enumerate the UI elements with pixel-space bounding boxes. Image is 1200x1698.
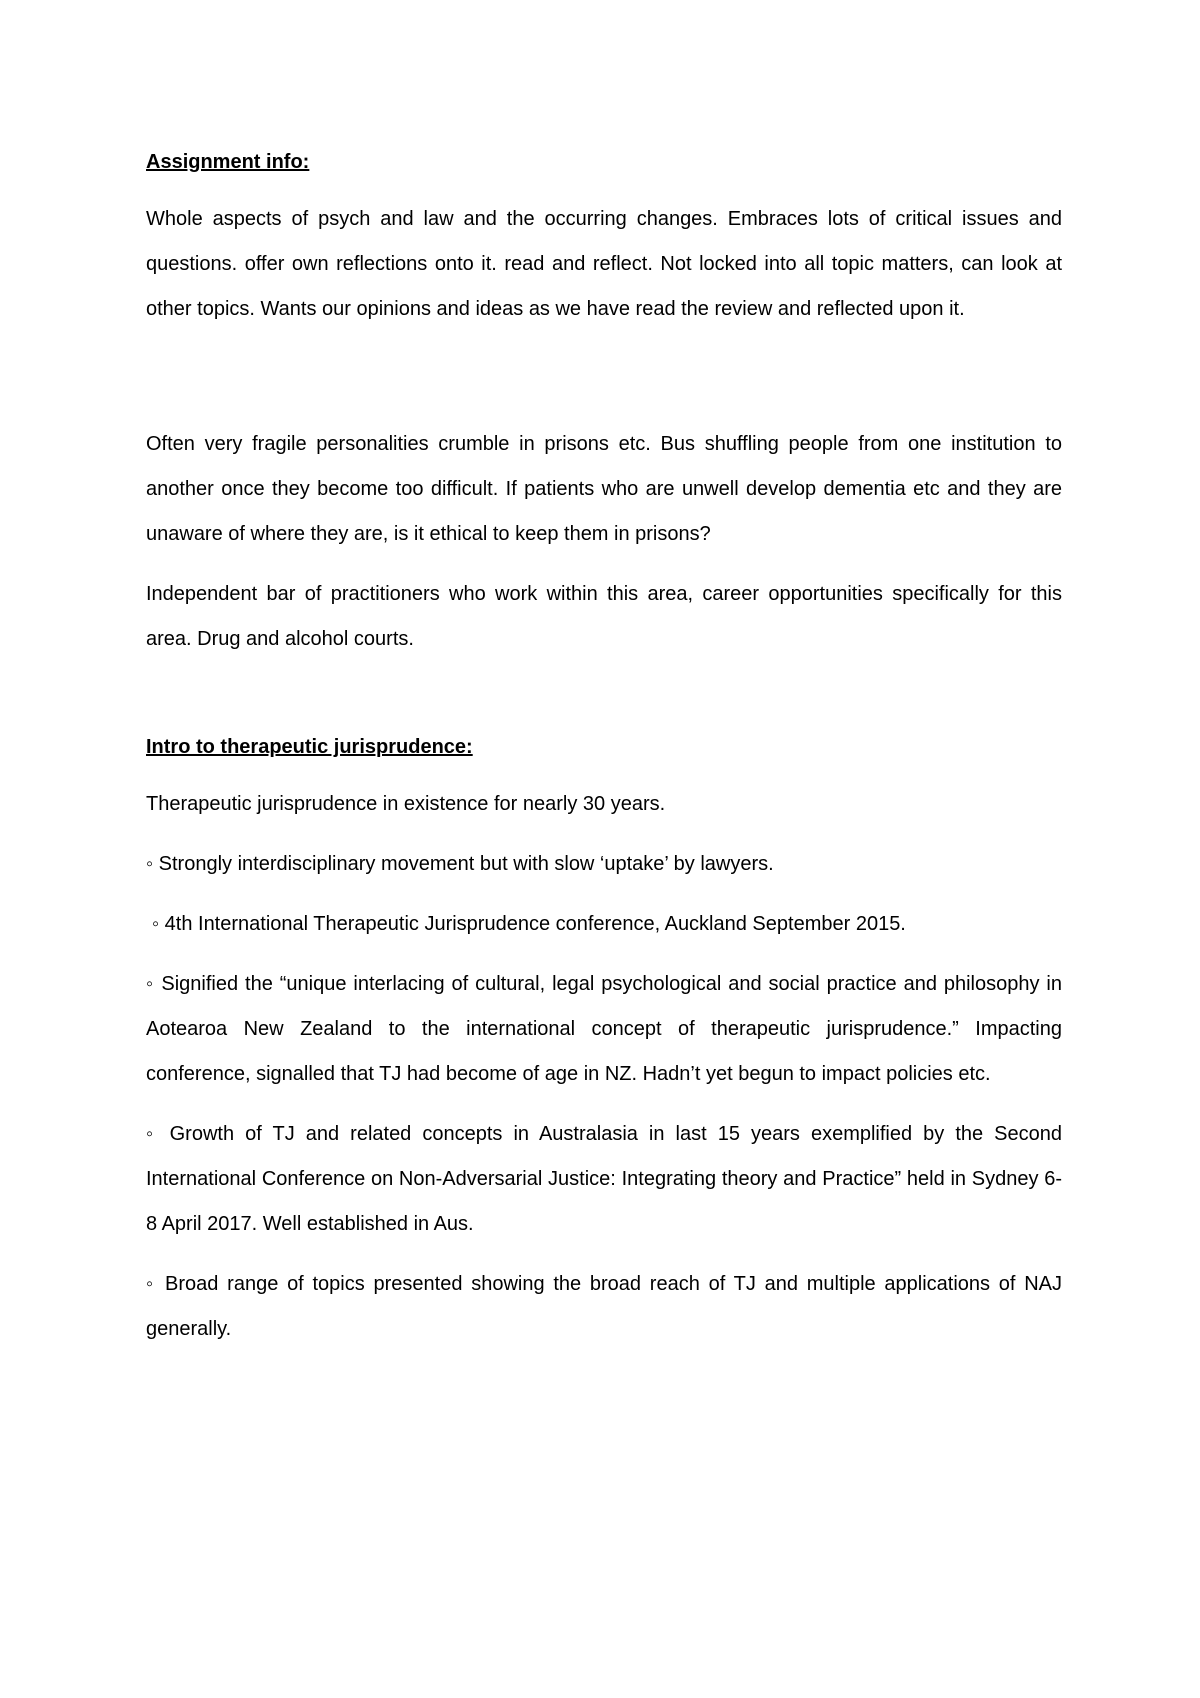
paragraph-tj-existence: Therapeutic jurisprudence in existence for nearly 30 years. [146,793,666,815]
bullet-broad-range: ◦ Broad range of topics presented showing the broad reach of TJ and multiple applications of NAJ generally. [146,1273,1062,1340]
paragraph-independent-bar: Independent bar of practitioners who work within this area, career opportunities specifically for this area. Drug and alcohol courts. [146,583,1062,650]
bullet-growth-australasia: ◦ Growth of TJ and related concepts in Australasia in last 15 years exemplified by the Second International Conference on Non-Adversarial Justice: Integrating theory and Practice” held in Sydney 6-8 April 2017. Well established in Aus. [146,1123,1062,1235]
blank-line [146,677,1062,725]
bullet-signified: ◦ Signified the “unique interlacing of cultural, legal psychological and social practice and philosophy in Aotearoa New Zealand to the international concept of therapeutic jurisprudence.” Impacting conference, signalled that TJ had become of age in NZ. Hadn’t yet begun to impact policies etc. [146,973,1062,1085]
heading-intro-therapeutic-jurisprudence: Intro to therapeutic jurisprudence: [146,736,473,758]
bullet-interdisciplinary: ◦ Strongly interdisciplinary movement but with slow ‘uptake’ by lawyers. [146,853,774,875]
bullet-auckland-conference: ◦ 4th International Therapeutic Jurisprudence conference, Auckland September 2015. [152,913,906,935]
paragraph-fragile-personalities: Often very fragile personalities crumble in prisons etc. Bus shuffling people from one institution to another once they become too difficult. If patients who are unwell develop dementia etc and they are unaware of where they are, is it ethical to keep them in prisons? [146,433,1062,545]
blank-line [146,347,1062,422]
paragraph-assignment-overview: Whole aspects of psych and law and the occurring changes. Embraces lots of critical issues and questions. offer own reflections onto it. read and reflect. Not locked into all topic matters, can look at other topics. Wants our opinions and ideas as we have read the review and reflected upon it. [146,208,1062,320]
document-page [146,140,1062,1367]
heading-assignment-info: Assignment info: [146,151,310,173]
